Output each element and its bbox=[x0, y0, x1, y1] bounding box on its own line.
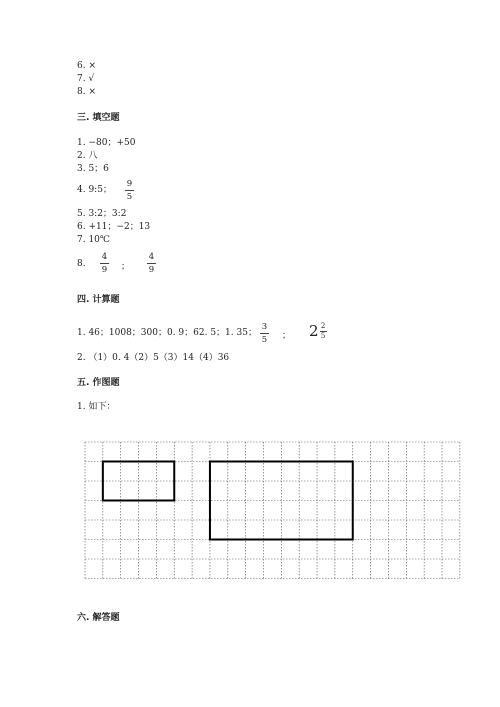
fraction-denominator: 5 bbox=[320, 332, 326, 340]
fraction-denominator: 5 bbox=[126, 192, 133, 202]
fraction-numerator: 4 bbox=[101, 252, 108, 262]
fraction-denominator: 5 bbox=[261, 335, 268, 345]
s3-item-8: 8. bbox=[77, 259, 86, 269]
s3-item-3: 3. 5；6 bbox=[77, 164, 109, 174]
s5-item-1: 1. 如下： bbox=[77, 402, 116, 412]
section6-title: 六. 解答题 bbox=[77, 613, 120, 623]
s4-item-1: 1. 46；1008；300；0. 9；62. 5；1. 35； bbox=[77, 328, 257, 338]
s3-item-5: 5. 3:2；3:2 bbox=[77, 209, 127, 219]
s3-item-7: 7. 10℃ bbox=[77, 235, 110, 245]
s3-item-1: 1. −80；+50 bbox=[77, 138, 136, 148]
section4-title: 四. 计算题 bbox=[77, 295, 120, 305]
fraction-denominator: 9 bbox=[148, 265, 155, 275]
section5-title: 五. 作图题 bbox=[77, 378, 120, 388]
fraction-numerator: 2 bbox=[320, 322, 326, 330]
cross-mark: × bbox=[88, 61, 97, 71]
fraction-numerator: 3 bbox=[261, 322, 268, 332]
s3-item-2: 2. 八 bbox=[77, 151, 98, 161]
cross-mark: × bbox=[88, 87, 97, 97]
section3-title: 三. 填空题 bbox=[77, 113, 120, 123]
check-mark: √ bbox=[88, 74, 95, 84]
s4-item-2: 2. （1）0. 4（2）5（3）14（4）36 bbox=[77, 353, 230, 363]
answer-8-num: 8. bbox=[77, 87, 86, 97]
s3-item-4: 4. 9:5； bbox=[77, 185, 112, 195]
fraction-numerator: 4 bbox=[148, 252, 155, 262]
fraction-numerator: 9 bbox=[126, 179, 133, 189]
s4-item-1-separator: ； bbox=[282, 331, 292, 341]
answer-6-num: 6. bbox=[77, 61, 86, 71]
s3-item-6: 6. +11；−2；13 bbox=[77, 222, 151, 232]
s3-item-8-separator: ； bbox=[121, 262, 131, 272]
answer-7-num: 7. bbox=[77, 74, 86, 84]
mixed-whole: 2 bbox=[309, 322, 319, 340]
fraction-denominator: 9 bbox=[101, 265, 108, 275]
